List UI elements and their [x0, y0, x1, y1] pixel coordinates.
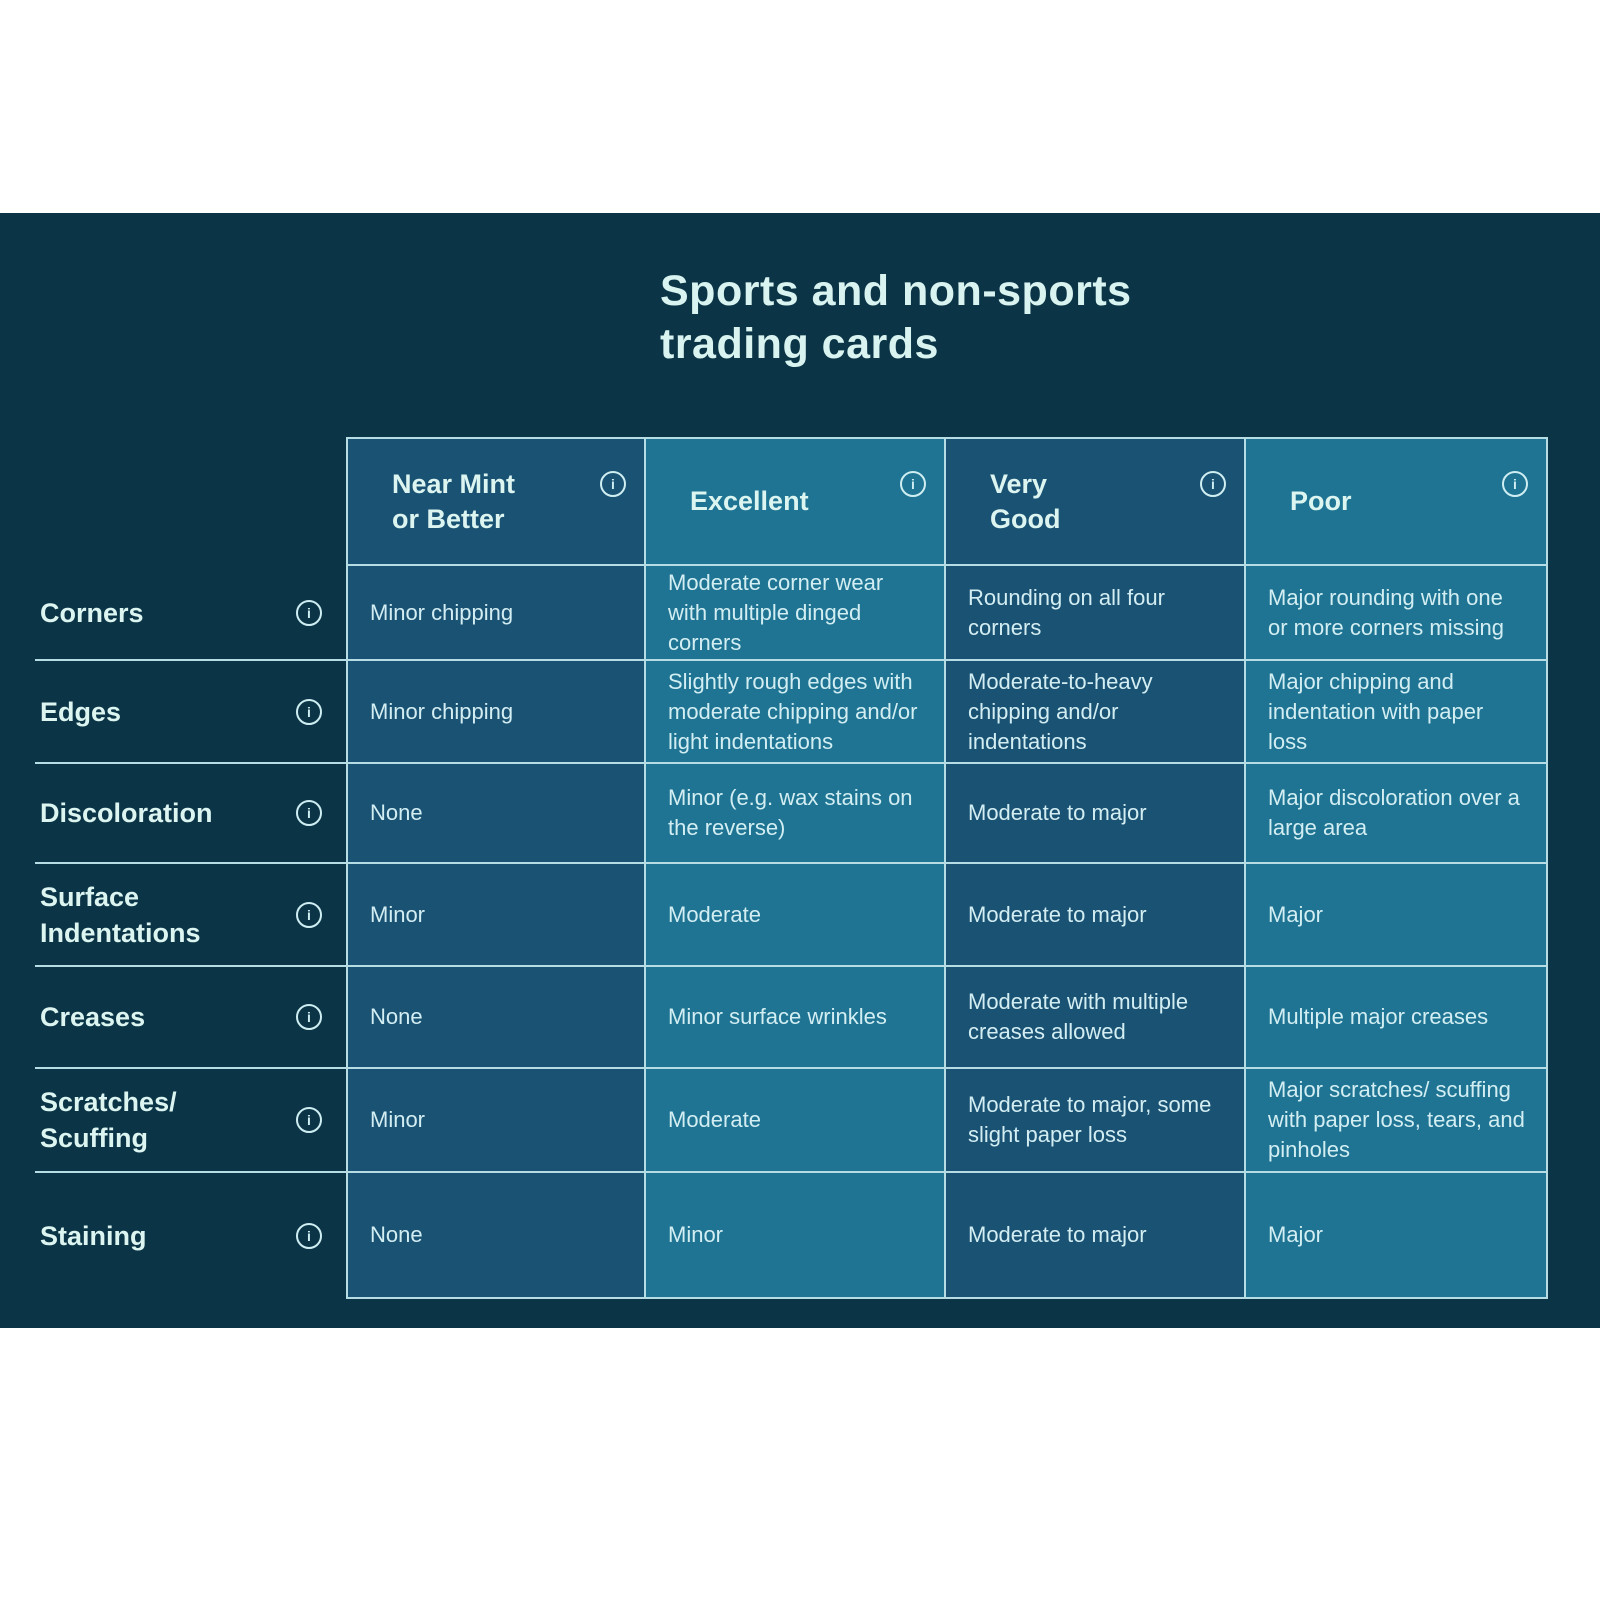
info-icon[interactable]: i [296, 600, 322, 626]
info-icon[interactable]: i [296, 1107, 322, 1133]
table-cell: Moderate corner wear with multiple dinged corners [646, 566, 946, 661]
info-icon[interactable]: i [296, 902, 322, 928]
info-icon[interactable]: i [296, 1223, 322, 1249]
info-icon[interactable]: i [1200, 471, 1226, 497]
table-cell: Minor surface wrinkles [646, 967, 946, 1069]
table-cell: Rounding on all four corners [946, 566, 1246, 661]
row-header-discoloration [35, 764, 346, 864]
table-cell: None [346, 764, 646, 864]
row-header-label: Corners [40, 597, 144, 628]
row-header-label: Surface Indentations [40, 881, 201, 948]
column-header-label: Near Mint or Better [392, 468, 516, 534]
table-cell: Major discoloration over a large area [1246, 764, 1548, 864]
table-cell: Minor [346, 864, 646, 967]
table-cell: Minor [646, 1173, 946, 1299]
column-header-near-mint-or-better [346, 437, 646, 566]
row-header-label: Staining [40, 1221, 147, 1251]
info-icon[interactable]: i [296, 800, 322, 826]
table-cell: Moderate to major [946, 764, 1246, 864]
table-cell: Major [1246, 864, 1548, 967]
row-header-corners [35, 566, 346, 661]
column-header-label: Excellent [690, 486, 809, 516]
table-cell: Moderate [646, 1069, 946, 1173]
table-cell: Multiple major creases [1246, 967, 1548, 1069]
row-header-scratches-scuffing [35, 1069, 346, 1173]
column-header-poor [1246, 437, 1548, 566]
page-title [660, 265, 1132, 371]
row-header-surface-indentations [35, 864, 346, 967]
info-icon[interactable]: i [900, 471, 926, 497]
column-header-label: Poor [1290, 486, 1352, 516]
table-cell: Moderate to major, some slight paper loss [946, 1069, 1246, 1173]
column-header-very-good [946, 437, 1246, 566]
table-cell: Minor chipping [346, 661, 646, 764]
table-cell: Moderate-to-heavy chipping and/or indentations [946, 661, 1246, 764]
table-cell: Moderate [646, 864, 946, 967]
info-icon[interactable]: i [296, 699, 322, 725]
table-cell: None [346, 967, 646, 1069]
table-cell: Moderate to major [946, 1173, 1246, 1299]
table-cell: Major [1246, 1173, 1548, 1299]
corner-spacer [35, 437, 346, 566]
row-header-label: Scratches/ Scuffing [40, 1087, 177, 1153]
table-cell: Major chipping and indentation with paper loss [1246, 661, 1548, 764]
table-cell: Moderate to major [946, 864, 1246, 967]
table-cell: Slightly rough edges with moderate chipping and/or light indentations [646, 661, 946, 764]
column-header-label: Very Good [990, 468, 1061, 534]
info-icon[interactable]: i [1502, 471, 1528, 497]
table-cell: Minor [346, 1069, 646, 1173]
info-icon[interactable]: i [296, 1004, 322, 1030]
row-header-staining [35, 1173, 346, 1299]
row-header-label: Creases [40, 1002, 146, 1032]
table-cell: Major scratches/ scuffing with paper loss, tears, and pinholes [1246, 1069, 1548, 1173]
grading-panel [0, 213, 1600, 1328]
info-icon[interactable]: i [600, 471, 626, 497]
table-cell: Minor chipping [346, 566, 646, 661]
table-cell: Moderate with multiple creases allowed [946, 967, 1246, 1069]
column-header-excellent [646, 437, 946, 566]
table-cell: Major rounding with one or more corners missing [1246, 566, 1548, 661]
row-header-label: Discoloration [40, 798, 213, 828]
page-title-line2: trading cards [660, 320, 939, 368]
grading-table [35, 437, 1548, 1299]
row-header-creases [35, 967, 346, 1069]
row-header-edges [35, 661, 346, 764]
table-cell: None [346, 1173, 646, 1299]
page-title-line1: Sports and non-sports [660, 267, 1132, 315]
table-cell: Minor (e.g. wax stains on the reverse) [646, 764, 946, 864]
row-header-label: Edges [40, 696, 122, 727]
